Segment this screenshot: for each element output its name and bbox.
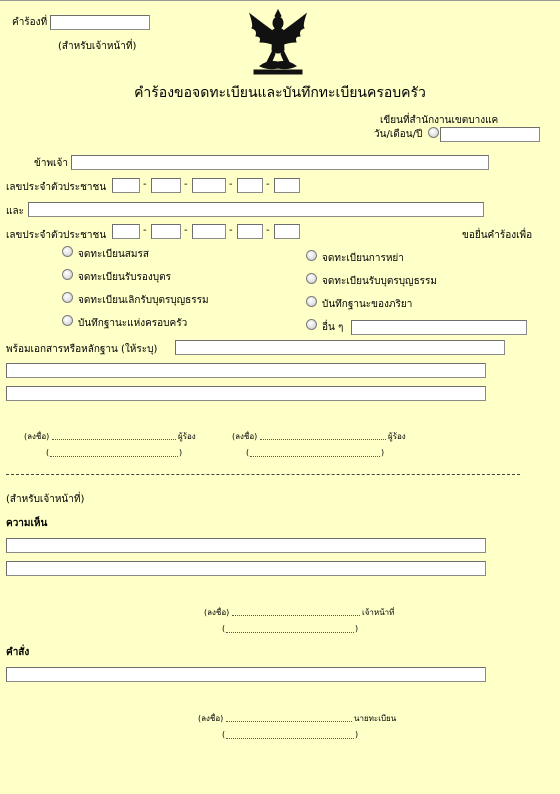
applicant-sign-line [52,439,176,440]
dash: - [229,179,233,190]
officer-sign-prefix: (ลงชื่อ) [204,608,230,617]
option-divorce-label: จดทะเบียนการหย่า [322,253,404,264]
documents-line-3-input[interactable] [6,386,486,401]
option-adoption-radio[interactable] [306,273,317,284]
option-adoption-termination-radio[interactable] [62,292,73,303]
dash: - [143,179,147,190]
option-wife-status-label: บันทึกฐานะของภริยา [322,299,413,310]
id2-part4-input[interactable] [237,224,263,239]
option-marriage-radio[interactable] [62,246,73,257]
dash: - [229,225,233,236]
id2-part5-input[interactable] [274,224,300,239]
open-paren: ( [222,730,226,739]
garuda-emblem-icon [244,6,312,78]
officer-role-label: เจ้าหน้าที่ [362,608,395,617]
registrar-sign-prefix: (ลงชื่อ) [198,714,224,723]
co-applicant-name-line [250,456,380,457]
applicant-name-input[interactable] [71,155,489,170]
close-paren: ) [381,448,385,457]
id2-part3-input[interactable] [192,224,226,239]
id-label-2: เลขประจำตัวประชาชน [6,230,107,241]
opinion-label: ความเห็น [6,518,48,529]
documents-line-2-input[interactable] [6,363,486,378]
opinion-line-1-input[interactable] [6,538,486,553]
id1-part4-input[interactable] [237,178,263,193]
officer-section-label: (สำหรับเจ้าหน้าที่) [6,494,85,505]
option-family-status-radio[interactable] [62,315,73,326]
id1-part2-input[interactable] [151,178,181,193]
officer-name-line [226,632,354,633]
option-adoption-label: จดทะเบียนรับบุตรบุญธรรม [322,276,438,287]
id1-part3-input[interactable] [192,178,226,193]
spouse-name-input[interactable] [28,202,484,217]
registrar-name-line [226,738,354,739]
id2-part1-input[interactable] [112,224,140,239]
date-input[interactable] [440,127,540,142]
close-paren: ) [179,448,183,457]
date-radio[interactable] [428,127,439,138]
written-at-label: เขียนที่สำนักงานเขตบางแค [380,115,499,126]
opinion-line-2-input[interactable] [6,561,486,576]
option-divorce-radio[interactable] [306,250,317,261]
co-applicant-sign-line [260,439,386,440]
registrar-role-label: นายทะเบียน [354,714,397,723]
dash: - [266,179,270,190]
dash: - [184,179,188,190]
option-adoption-termination-label: จดทะเบียนเลิกรับบุตรบุญธรรม [78,295,209,306]
submit-for-label: ขอยื่นคำร้องเพื่อ [462,230,533,241]
open-paren: ( [46,448,50,457]
documents-label: พร้อมเอกสารหรือหลักฐาน (ให้ระบุ) [6,344,158,355]
officer-only-note: (สำหรับเจ้าหน้าที่) [58,41,137,52]
option-other-input[interactable] [351,320,527,335]
dash: - [184,225,188,236]
dash: - [143,225,147,236]
and-label: และ [6,206,24,217]
request-no-input[interactable] [50,15,150,30]
date-label: วัน/เดือน/ปี [374,129,423,140]
applicant-role-label: ผู้ร้อง [178,432,196,441]
section-separator [6,474,520,475]
order-label: คำสั่ง [6,647,30,658]
officer-sign-line [232,615,360,616]
form-title: คำร้องขอจดทะเบียนและบันทึกทะเบียนครอบครัว [134,85,426,101]
open-paren: ( [222,624,226,633]
option-legitimation-radio[interactable] [62,269,73,280]
top-border [0,0,560,1]
order-input[interactable] [6,667,486,682]
id2-part2-input[interactable] [151,224,181,239]
applicant-sign-prefix: (ลงชื่อ) [24,432,50,441]
close-paren: ) [355,624,359,633]
option-wife-status-radio[interactable] [306,296,317,307]
option-family-status-label: บันทึกฐานะแห่งครอบครัว [78,318,188,329]
close-paren: ) [355,730,359,739]
registrar-sign-line [226,721,352,722]
option-legitimation-label: จดทะเบียนรับรองบุตร [78,272,171,283]
open-paren: ( [246,448,250,457]
option-other-radio[interactable] [306,319,317,330]
id1-part1-input[interactable] [112,178,140,193]
applicant-name-label: ข้าพเจ้า [34,158,68,169]
option-other-label: อื่น ๆ [322,322,344,333]
dash: - [266,225,270,236]
documents-input[interactable] [175,340,505,355]
request-no-label: คำร้องที่ [12,17,48,28]
id1-part5-input[interactable] [274,178,300,193]
co-applicant-sign-prefix: (ลงชื่อ) [232,432,258,441]
option-marriage-label: จดทะเบียนสมรส [78,249,149,260]
id-label-1: เลขประจำตัวประชาชน [6,182,107,193]
applicant-name-line [50,456,178,457]
co-applicant-role-label: ผู้ร้อง [388,432,406,441]
